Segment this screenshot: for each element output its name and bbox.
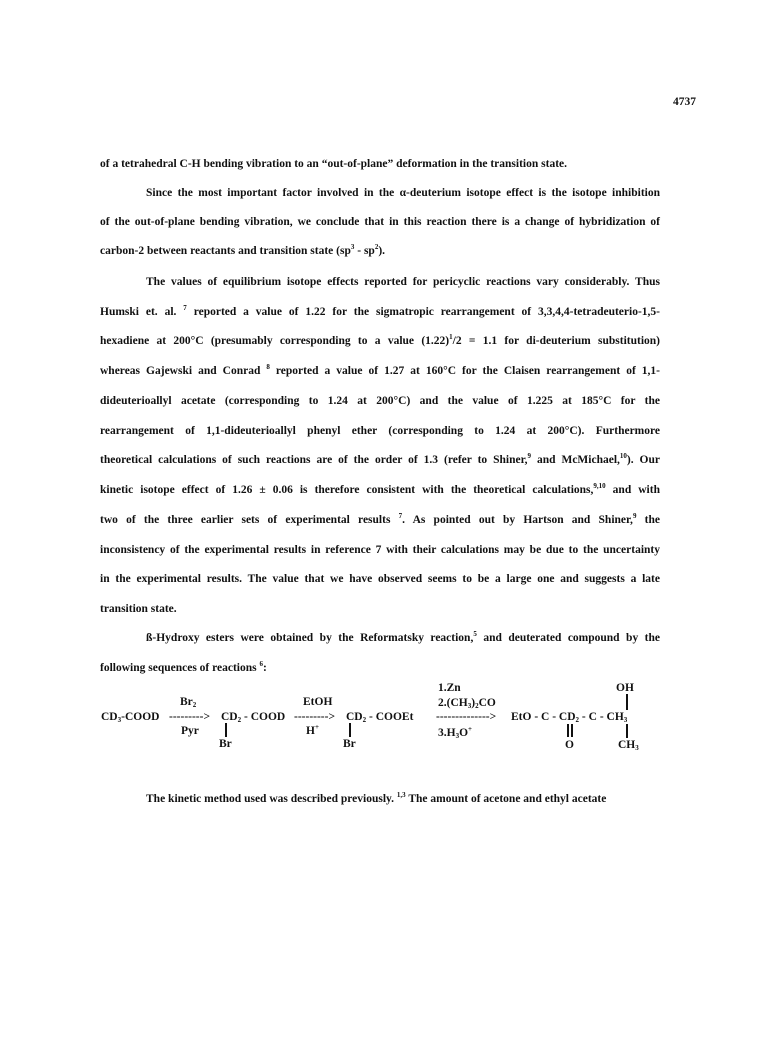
- paragraph-3-line-12: transition state.: [100, 603, 177, 615]
- paragraph-1-line-1: of a tetrahedral C-H bending vibration to an “out-of-plane” deformation in the transition state.: [100, 158, 568, 170]
- product-o: O: [565, 739, 574, 751]
- intermediate-1-br: Br: [219, 738, 232, 750]
- paragraph-5-line-1: The kinetic method used was described previously. $^{1,3}$ The amount of acetone and ethyl acetate: [146, 791, 607, 805]
- intermediate-2-br: Br: [343, 738, 356, 750]
- paragraph-3-line-1: The values of equilibrium isotope effects reported for pericyclic reactions vary considerably. Thus: [146, 276, 660, 288]
- intermediate-2: $CD_2$ - COOEt: [346, 711, 414, 724]
- paragraph-2-line-3: carbon-2 between reactants and transition state $(sp^3 - sp^2)$.: [100, 243, 386, 257]
- arrow-2: --------->: [294, 711, 336, 723]
- reagent-3-line-1: 1.Zn: [438, 682, 461, 694]
- paragraph-3-line-3: hexadiene at 200°C (presumably corresponding to a value $(1.22)^1/2 = 1.1$ for di-deuterium substitution): [100, 333, 660, 347]
- paragraph-3-line-6: rearrangement of 1,1-dideuterioallyl phenyl ether (corresponding to 1.24 at 200°C). Furthermore: [100, 425, 660, 437]
- reagent-1-top: $Br_2$: [180, 696, 197, 709]
- product-ch3-bond: [626, 724, 628, 738]
- product-oh: OH: [616, 682, 634, 694]
- scheme-start: $CD_3$-COOD: [101, 711, 160, 724]
- intermediate-1-bond: [225, 723, 227, 737]
- product-ch3: $CH_3$: [618, 739, 639, 752]
- paragraph-4-line-2: following sequences of reactions $^6$:: [100, 660, 267, 674]
- paragraph-3-line-9: two of the three earlier sets of experimental results $^7$. As pointed out by Hartson and Shiner,$^9$ the: [100, 512, 660, 526]
- paragraph-3-line-8: kinetic isotope effect of 1.26 ± 0.06 is therefore consistent with the theoretical calculations,$^{9,10}$ and with: [100, 482, 660, 496]
- paragraph-3-line-4: whereas Gajewski and Conrad $^8$ reported a value of 1.27 at 160°C for the Claisen rearrangement of 1,1-: [100, 363, 661, 377]
- page-number: 4737: [673, 96, 696, 108]
- reagent-3-line-3: $3.H_3O^+$: [438, 725, 473, 740]
- paragraph-2-line-2: of the out-of-plane bending vibration, we conclude that in this reaction there is a change of hybridization of: [100, 216, 660, 228]
- paragraph-3-line-7: theoretical calculations of such reactions are of the order of 1.3 (refer to Shiner,$^9$ and McMichael,$^{10}$). Our: [100, 452, 660, 466]
- product: EtO - C - $CD_2$ - C - $CH_3$: [511, 711, 628, 724]
- product-carbonyl-bond-a: [567, 724, 569, 737]
- paragraph-2-line-1: Since the most important factor involved in the α-deuterium isotope effect is the isotope inhibition: [146, 187, 660, 199]
- paragraph-3-line-2: Humski et. al. $^7$ reported a value of 1.22 for the sigmatropic rearrangement of 3,3,4,4-tetradeuterio-1,5-: [100, 304, 660, 318]
- arrow-3: -------------->: [436, 711, 497, 723]
- product-oh-bond: [626, 694, 628, 710]
- paragraph-3-line-11: in the experimental results. The value that we have observed seems to be a large one and suggests a late: [100, 573, 660, 585]
- product-carbonyl-bond-b: [571, 724, 573, 737]
- paragraph-3-line-10: inconsistency of the experimental results in reference 7 with their calculations may be due to the uncertainty: [100, 544, 660, 556]
- reagent-2-top: EtOH: [303, 696, 333, 708]
- reagent-3-line-2: $2.(CH_3)_2CO$: [438, 697, 496, 710]
- paragraph-3-line-5: dideuterioallyl acetate (corresponding to 1.24 at 200°C) and the value of 1.225 at 185°C for the: [100, 395, 660, 407]
- intermediate-2-bond: [349, 723, 351, 737]
- reagent-1-bottom: Pyr: [181, 725, 199, 737]
- arrow-1: --------->: [169, 711, 211, 723]
- paragraph-4-line-1: ß-Hydroxy esters were obtained by the Reformatsky reaction,$^5$ and deuterated compound by the: [146, 630, 660, 644]
- reagent-2-bottom: H+: [306, 723, 319, 737]
- intermediate-1: $CD_2$ - COOD: [221, 711, 286, 724]
